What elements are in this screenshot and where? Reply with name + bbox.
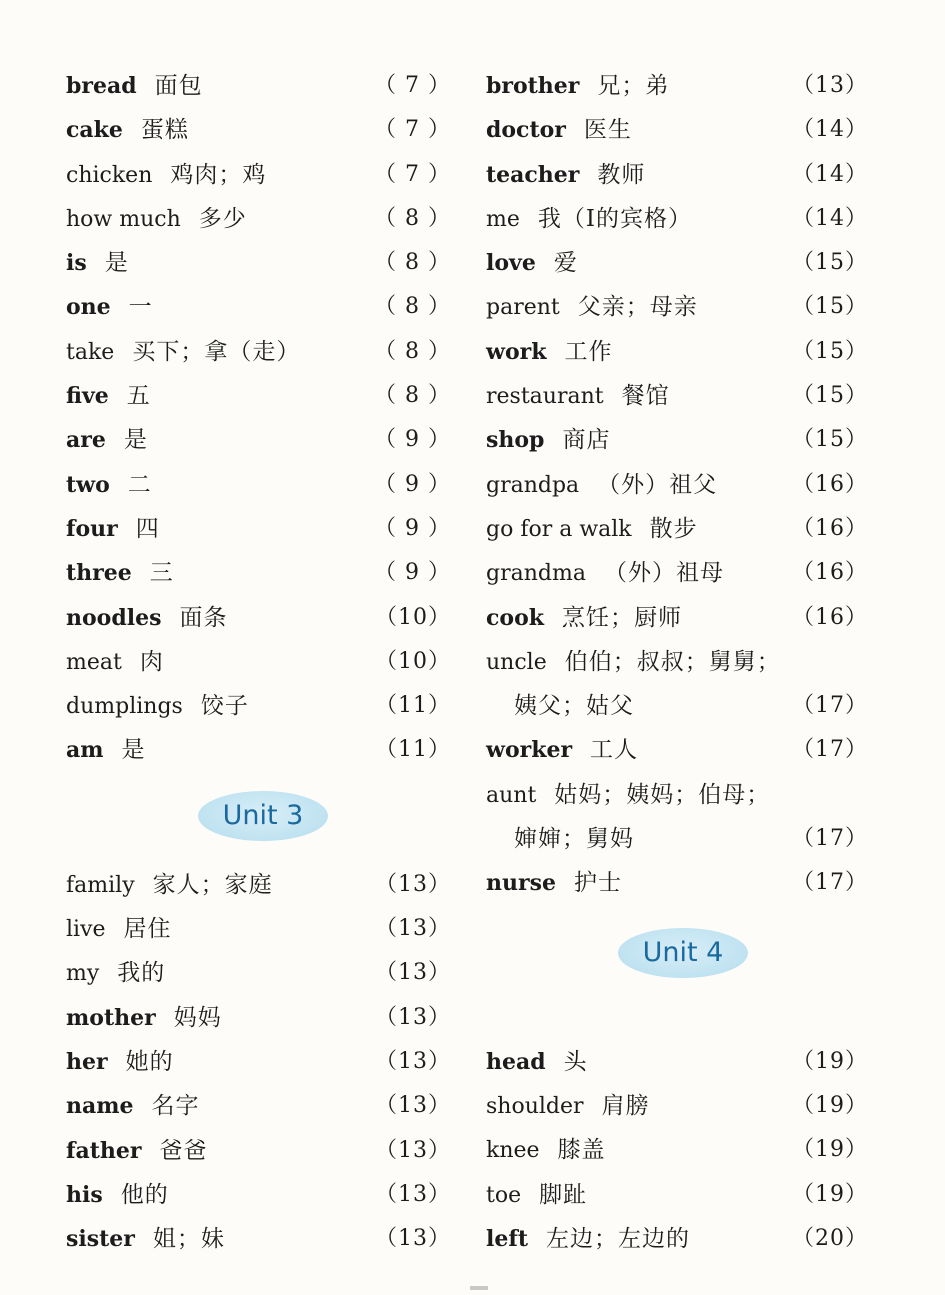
page-reference: （ 9 ）: [374, 560, 451, 586]
vocab-word: two: [66, 471, 110, 498]
vocab-meaning: 肉: [139, 648, 164, 675]
vocab-meaning: 姨父；姑父: [514, 693, 634, 720]
page-reference: （11）: [375, 693, 451, 719]
vocab-meaning: 头: [563, 1048, 588, 1075]
page-reference: （10）: [375, 648, 451, 674]
vocab-entry: [66, 684, 451, 728]
vocab-meaning: 蛋糕: [140, 117, 189, 144]
vocab-entry: [486, 596, 868, 640]
vocab-entry: [486, 1173, 868, 1217]
vocab-word: mother: [66, 1004, 156, 1031]
vocab-word: are: [66, 427, 106, 454]
page-reference: （15）: [792, 427, 868, 453]
vocab-word: head: [486, 1048, 546, 1075]
vocab-meaning: 妈妈: [173, 1004, 222, 1031]
vocab-meaning: 居住: [123, 916, 172, 943]
vocab-entry: [486, 1040, 868, 1084]
vocab-word: teacher: [486, 161, 580, 188]
vocab-word: dumplings: [66, 694, 183, 720]
vocab-entry: [66, 108, 451, 152]
left-vocab-list-bottom: [66, 863, 451, 1262]
vocab-word: knee: [486, 1138, 540, 1164]
vocab-entry: [486, 108, 868, 152]
vocab-word: am: [66, 737, 104, 764]
page-reference: （16）: [792, 560, 868, 586]
vocab-word: brother: [486, 73, 580, 99]
vocab-word: cake: [66, 117, 123, 144]
vocab-meaning: 商店: [562, 427, 611, 454]
vocab-meaning: 姐；妹: [152, 1226, 225, 1253]
vocab-entry: [486, 773, 868, 817]
page-reference: （13）: [375, 1226, 451, 1252]
page-reference: （19）: [792, 1137, 868, 1163]
vocab-word: take: [66, 339, 115, 365]
vocab-entry: [66, 640, 451, 684]
page-reference: （ 9 ）: [374, 427, 451, 453]
vocab-word: left: [486, 1225, 528, 1252]
page-reference: （13）: [375, 1004, 451, 1030]
vocab-meaning: 姑妈；姨妈；伯母；: [554, 781, 771, 808]
vocab-entry: [66, 596, 451, 640]
vocab-entry: [486, 728, 868, 772]
vocab-meaning: 烹饪；厨师: [562, 604, 682, 631]
page-reference: （ 8 ）: [374, 294, 451, 320]
page-reference: （17）: [792, 693, 868, 719]
page-reference: （19）: [792, 1048, 868, 1074]
page-reference: （17）: [792, 870, 868, 896]
page-reference: （13）: [375, 1181, 451, 1207]
vocab-entry: [66, 374, 451, 418]
vocab-entry: [66, 951, 451, 995]
vocab-meaning: 医生: [583, 117, 632, 144]
page-reference: （15）: [792, 294, 868, 320]
page-reference: （13）: [792, 73, 868, 98]
vocab-entry: [486, 241, 868, 285]
vocab-meaning: 名字: [151, 1093, 200, 1120]
vocab-entry: [486, 374, 868, 418]
vocab-meaning: 兄；弟: [597, 73, 670, 99]
vocab-meaning: （外）祖母: [603, 560, 724, 587]
vocab-word: three: [66, 560, 132, 587]
vocab-meaning: 婶婶；舅妈: [514, 826, 634, 853]
vocab-word: noodles: [66, 604, 162, 631]
vocab-word: father: [66, 1137, 142, 1164]
page-reference: （14）: [792, 161, 868, 187]
page-reference: （15）: [792, 338, 868, 364]
vocab-word: go for a walk: [486, 516, 632, 542]
unit-heading: Unit 3: [198, 791, 328, 841]
vocab-meaning: 家人；家庭: [152, 871, 273, 898]
vocab-entry: [66, 1173, 451, 1217]
vocab-word: grandpa: [486, 472, 580, 498]
vocab-entry: [486, 463, 868, 507]
vocab-meaning: 伯伯；叔叔；舅舅；: [564, 648, 781, 675]
vocab-entry: [66, 463, 451, 507]
unit-4-section-header: [486, 906, 868, 996]
vocab-entry: [486, 285, 868, 329]
vocab-entry: [486, 507, 868, 551]
page-reference: （13）: [375, 916, 451, 942]
vocab-word: love: [486, 250, 536, 277]
vocab-word: her: [66, 1048, 108, 1075]
vocab-meaning: 他的: [120, 1181, 169, 1208]
vocab-entry: [66, 996, 451, 1040]
page-reference: （16）: [792, 471, 868, 497]
page-reference: （20）: [792, 1225, 868, 1251]
vocab-entry: [486, 1128, 868, 1172]
page-reference: （ 7 ）: [374, 73, 451, 98]
vocab-meaning: 四: [135, 515, 160, 542]
vocab-word: meat: [66, 649, 122, 675]
vocab-meaning: 脚趾: [539, 1181, 588, 1208]
page-reference: （ 8 ）: [374, 338, 451, 364]
vocab-word: me: [486, 206, 520, 232]
vocab-meaning: 左边；左边的: [545, 1225, 690, 1252]
page-reference: （13）: [375, 1048, 451, 1074]
vocab-meaning: （外）祖父: [597, 471, 718, 498]
page-reference: （11）: [375, 737, 451, 763]
vocab-entry: [66, 863, 451, 907]
vocab-word: parent: [486, 295, 560, 321]
vocab-word: chicken: [66, 162, 153, 188]
vocab-entry: [486, 551, 868, 595]
vocab-meaning: 面条: [179, 604, 228, 631]
vocab-meaning: 是: [121, 737, 146, 764]
vocab-word: name: [66, 1093, 134, 1120]
vocab-word: aunt: [486, 782, 537, 808]
vocab-meaning: 工作: [564, 338, 613, 365]
vocab-word: four: [66, 515, 118, 542]
right-vocab-list-top: [486, 64, 868, 906]
vocab-meaning: 一: [128, 294, 153, 321]
section-spacer: [486, 996, 868, 1040]
vocab-meaning: 她的: [125, 1048, 174, 1075]
vocab-meaning: 五: [126, 383, 151, 410]
vocab-entry: [486, 817, 868, 861]
page-reference: （13）: [375, 871, 451, 897]
vocab-meaning: 父亲；母亲: [577, 294, 698, 321]
vocab-entry: [66, 507, 451, 551]
page-reference: （10）: [375, 604, 451, 630]
vocab-meaning: 散步: [649, 515, 698, 542]
vocab-meaning: 工人: [590, 737, 639, 764]
vocab-word: live: [66, 917, 106, 943]
vocab-entry: [486, 1217, 868, 1261]
vocab-word: sister: [66, 1226, 135, 1253]
vocab-entry: [66, 285, 451, 329]
vocab-meaning: 二: [127, 471, 152, 498]
vocab-word: one: [66, 294, 111, 321]
page-reference: （14）: [792, 205, 868, 231]
vocab-word: how much: [66, 206, 181, 232]
vocab-meaning: 是: [104, 250, 129, 277]
vocab-entry: [66, 1040, 451, 1084]
vocab-meaning: 爱: [553, 250, 578, 277]
right-column: [486, 64, 868, 1261]
vocab-entry: [486, 64, 868, 108]
page-reference: （ 7 ）: [374, 117, 451, 143]
vocab-word: his: [66, 1181, 103, 1208]
vocab-meaning: 三: [149, 560, 174, 587]
vocab-entry: [66, 1217, 451, 1261]
vocab-entry: [66, 1129, 451, 1173]
vocab-entry: [66, 418, 451, 462]
vocab-word: cook: [486, 604, 544, 631]
vocab-word: is: [66, 250, 87, 277]
page-reference: （19）: [792, 1092, 868, 1118]
vocab-word: doctor: [486, 117, 566, 144]
vocab-entry: [486, 861, 868, 905]
page-reference: （13）: [375, 1137, 451, 1163]
page-reference: （13）: [375, 960, 451, 986]
vocab-word: worker: [486, 737, 573, 764]
vocab-meaning: 是: [123, 427, 148, 454]
page-reference: （ 9 ）: [374, 515, 451, 541]
vocab-word: nurse: [486, 870, 556, 897]
page-reference: （14）: [792, 117, 868, 143]
vocab-meaning: 膝盖: [557, 1137, 606, 1164]
page-reference: （15）: [792, 250, 868, 276]
vocab-entry: [486, 418, 868, 462]
vocab-meaning: 面包: [154, 73, 203, 99]
page-reference: （16）: [792, 604, 868, 630]
vocab-entry: [66, 330, 451, 374]
vocab-entry: [486, 640, 868, 684]
vocab-meaning: 餐馆: [621, 383, 670, 410]
vocab-entry: [486, 197, 868, 241]
page-edge-mark: [470, 1286, 488, 1290]
vocab-entry: [486, 330, 868, 374]
vocab-meaning: 多少: [198, 205, 247, 232]
vocab-entry: [66, 1084, 451, 1128]
vocab-entry: [486, 153, 868, 197]
vocab-word: shoulder: [486, 1093, 584, 1119]
vocab-word: toe: [486, 1182, 522, 1208]
vocab-meaning: 爸爸: [159, 1137, 208, 1164]
page-reference: （ 8 ）: [374, 205, 451, 231]
vocab-entry: [486, 1084, 868, 1128]
right-vocab-list-bottom: [486, 1040, 868, 1261]
vocab-meaning: 鸡肉；鸡: [170, 161, 267, 188]
page-reference: （ 8 ）: [374, 250, 451, 276]
vocab-entry: [66, 728, 451, 772]
unit-3-section-header: [66, 773, 451, 863]
page-reference: （16）: [792, 515, 868, 541]
vocab-entry: [66, 64, 451, 108]
page-reference: （17）: [792, 826, 868, 852]
vocab-entry: [486, 684, 868, 728]
vocab-word: family: [66, 872, 135, 898]
page-reference: （15）: [792, 383, 868, 409]
vocab-meaning: 我（I的宾格）: [537, 205, 692, 232]
page-reference: （ 7 ）: [374, 161, 451, 187]
vocab-meaning: 买下；拿（走）: [132, 338, 301, 365]
page-reference: （ 9 ）: [374, 471, 451, 497]
vocab-entry: [66, 907, 451, 951]
vocab-meaning: 肩膀: [601, 1092, 650, 1119]
page-reference: （17）: [792, 737, 868, 763]
page-reference: （ 8 ）: [374, 383, 451, 409]
page-reference: （13）: [375, 1093, 451, 1119]
vocab-entry: [66, 551, 451, 595]
vocab-word: grandma: [486, 561, 586, 587]
vocab-word: shop: [486, 427, 545, 454]
vocab-word: my: [66, 961, 100, 987]
vocab-meaning: 护士: [573, 870, 622, 897]
vocab-entry: [66, 197, 451, 241]
vocab-entry: [66, 153, 451, 197]
vocab-meaning: 我的: [117, 960, 166, 987]
vocab-meaning: 饺子: [200, 693, 249, 720]
vocab-entry: [66, 241, 451, 285]
left-column: [66, 64, 451, 1261]
vocab-meaning: 教师: [597, 161, 646, 188]
page-reference: （19）: [792, 1181, 868, 1207]
vocab-word: five: [66, 383, 109, 410]
vocab-word: bread: [66, 73, 137, 99]
vocab-word: work: [486, 338, 547, 365]
vocab-word: uncle: [486, 649, 547, 675]
vocab-word: restaurant: [486, 384, 604, 410]
unit-heading: Unit 4: [618, 928, 748, 978]
left-vocab-list-top: [66, 64, 451, 773]
